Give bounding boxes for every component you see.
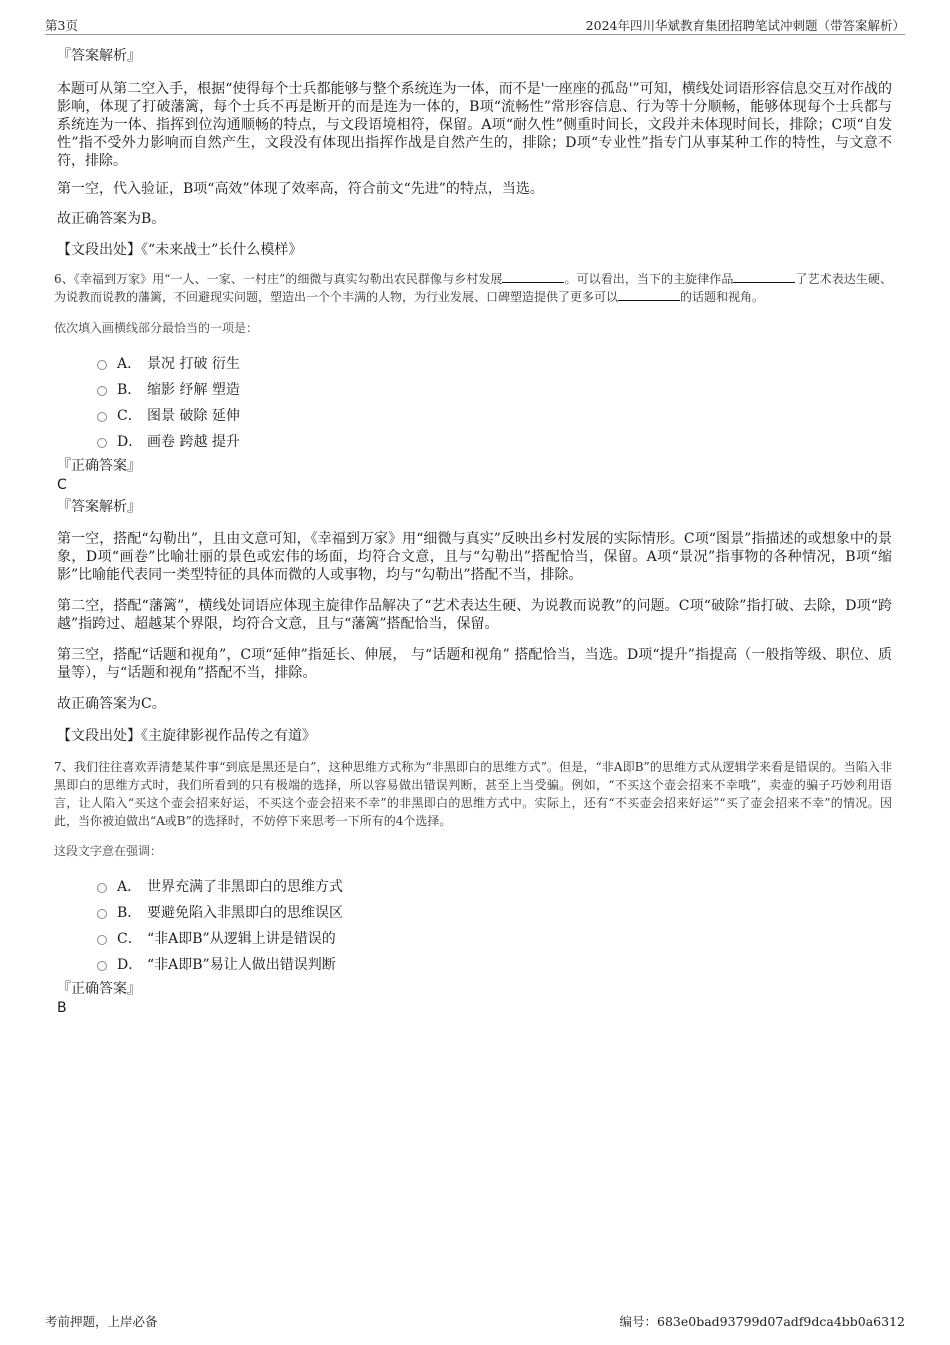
q6-correct-answer: C [57,477,67,493]
footer-slogan: 考前押题，上岸必备 [45,1314,158,1329]
q7-correct-label: 『正确答案』 [57,981,141,997]
answer-blank[interactable] [733,271,795,283]
q7-correct-answer: B [57,1000,67,1016]
radio-icon[interactable] [97,909,107,919]
q6-correct-label: 『正确答案』 [57,458,141,474]
q6-option-c[interactable]: C． 图景 破除 延伸 [97,402,892,428]
q7-option-d[interactable]: D． “非A即B”易让人做出错误判断 [97,951,892,977]
q6-stem: 6、《幸福到万家》用“一人、一家、一村庄”的细微与真实勾勒出农民群像与乡村发展 。可以看出，当下的主旋律作品 了艺术表达生硬、为说教而说教的藩篱，不回避现实问题，塑造出一个个丰满的人物，为行业发展、口碑塑造提供了更多可以 的话题和视角。 [54,272,892,304]
q5-analysis-para: 第一空，代入验证，B项“高效”体现了效率高，符合前文“先进”的特点，当选。 [57,181,544,197]
q7-stem: 7、我们往往喜欢弄清楚某件事“到底是黑还是白”，这种思维方式称为“非黑即白的思维方式”。但是，“非A即B”的思维方式从逻辑学来看是错误的。当陷入非黑即白的思维方式时，我们所看到的只有极端的选择，所以容易做出错误判断，甚至上当受骗。例如，“不买这个壶会招来不幸哦”，卖壶的骗子巧妙利用语言，让人陷入“买这个壶会招来好运，不买这个壶会招来不幸”的非黑即白的思维方式中。实际上，还有“不买壶会招来好运”“买了壶会招来不幸”的情况。因此，当你被迫做出“A或B”的选择时，不妨停下来思考一下所有的4个选择。 [54,760,892,828]
q7-option-c[interactable]: C． “非A即B”从逻辑上讲是错误的 [97,925,892,951]
q6-analysis-para: 第一空，搭配“勾勒出”，且由文意可知，《幸福到万家》用“细微与真实”反映出乡村发展的实际情形。C项“图景”指描述的或想象中的景象，D项“画卷”比喻壮丽的景色或宏伟的场面，均符合文意，且与“勾勒出”搭配恰当，保留。A项“景况”指事物的各种情况，B项“缩影”比喻能代表同一类型特征的具体而微的人或事物，均与“勾勒出”搭配不当，排除。 [57,531,892,583]
q7-prompt: 这段文字意在强调： [54,844,163,858]
q6-options [97,350,892,454]
radio-icon[interactable] [97,438,107,448]
q6-conclusion: 故正确答案为C。 [57,696,166,712]
q6-option-b[interactable]: B． 缩影 纾解 塑造 [97,376,892,402]
page-content [54,46,892,1017]
answer-blank[interactable] [502,271,564,283]
q6-source: 【文段出处】《主旋律影视作品传之有道》 [57,728,316,744]
q6-prompt: 依次填入画横线部分最恰当的一项是： [54,321,259,335]
radio-icon[interactable] [97,883,107,893]
q6-option-a[interactable]: A． 景况 打破 衍生 [97,350,892,376]
radio-icon[interactable] [97,412,107,422]
answer-blank[interactable] [618,289,680,301]
document-id: 编号：683e0bad93799d07adf9dca4bb0a6312 [619,1314,905,1329]
q5-analysis-para: 本题可从第二空入手，根据“使得每个士兵都能够与整个系统连为一体，而不是'一座座的孤岛'”可知，横线处词语形容信息交互对作战的影响，体现了打破藩篱，每个士兵不再是断开的而是连为一体的，B项“流畅性”常形容信息、行为等十分顺畅，能够体现每个士兵都与系统连为一体、指挥到位沟通顺畅的特点，与文段语境相符，保留。A项“耐久性”侧重时间长，文段并未体现时间长，排除；C项“自发性”指不受外力影响而自然产生，文段没有体现出指挥作战是自然产生的，排除；D项“专业性”指专门从事某种工作的特性，与文意不符，排除。 [57,81,892,169]
q7-option-a[interactable]: A． 世界充满了非黑即白的思维方式 [97,873,892,899]
radio-icon[interactable] [97,935,107,945]
q7-option-b[interactable]: B． 要避免陷入非黑即白的思维误区 [97,899,892,925]
q7-options [97,873,892,977]
q5-analysis-label: 『答案解析』 [57,48,141,64]
q6-analysis-para: 第三空，搭配“话题和视角”，C项“延伸”指延长、伸展， 与“话题和视角” 搭配恰当，当选。D项“提升”指提高（一般指等级、职位、质量等），与“话题和视角”搭配不当，排除。 [57,647,892,681]
page-header [45,14,905,35]
page-number: 第3页 [45,18,78,33]
q6-option-d[interactable]: D． 画卷 跨越 提升 [97,428,892,454]
q6-analysis-para: 第二空，搭配“藩篱”，横线处词语应体现主旋律作品解决了“艺术表达生硬、为说教而说教”的问题。C项“破除”指打破、去除，D项“跨越”指跨过、超越某个界限，均符合文意，且与“藩篱”搭配恰当，保留。 [57,598,892,632]
q5-source: 【文段出处】《“未来战士”长什么模样》 [57,242,303,258]
document-title: 2024年四川华斌教育集团招聘笔试冲刺题（带答案解析） [585,18,905,33]
q5-conclusion: 故正确答案为B。 [57,211,166,227]
radio-icon[interactable] [97,360,107,370]
radio-icon[interactable] [97,386,107,396]
q6-analysis-label: 『答案解析』 [57,499,141,515]
radio-icon[interactable] [97,961,107,971]
page-footer [45,1312,905,1332]
